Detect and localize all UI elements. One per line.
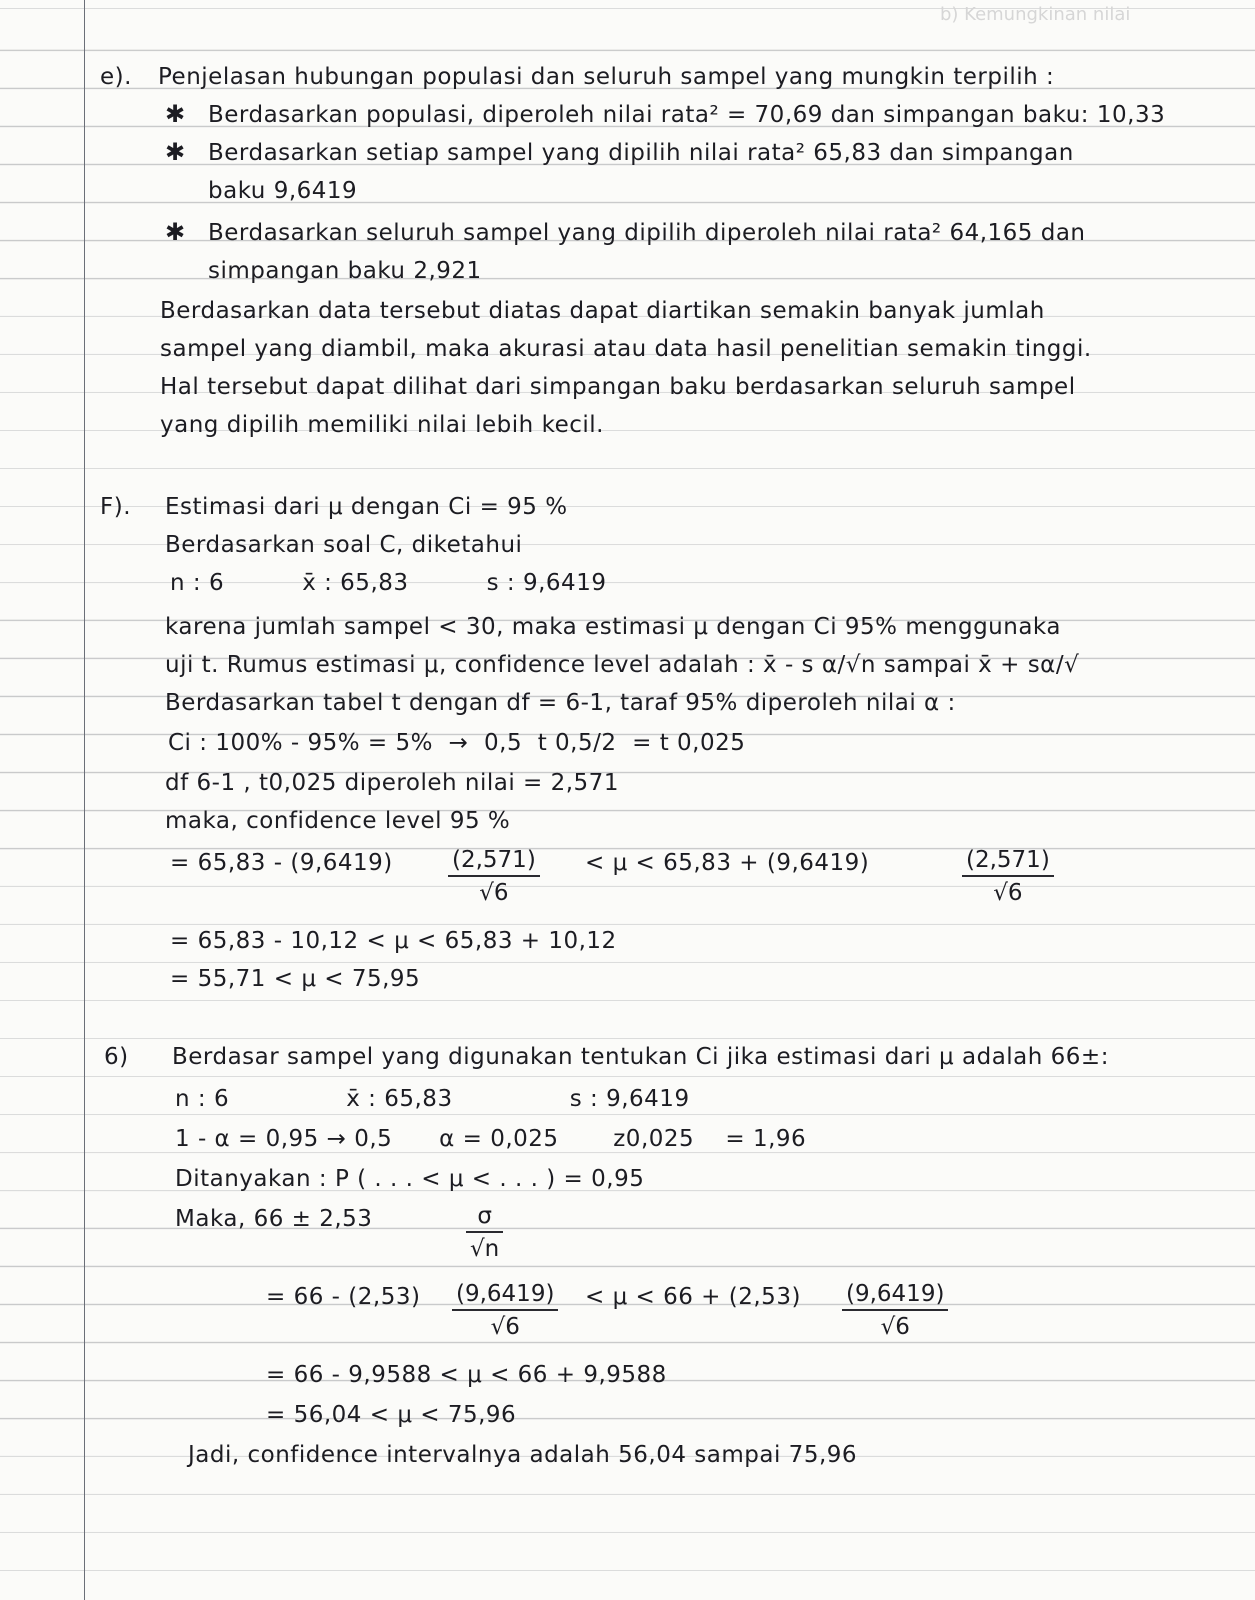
section-g-line: 1 - α = 0,95 → 0,5 α = 0,025 z0,025 = 1,96	[175, 1126, 807, 1152]
section-f-line: Estimasi dari μ dengan Ci = 95 %	[165, 494, 568, 520]
section-f-line: df 6-1 , t0,025 diperoleh nilai = 2,571	[165, 770, 619, 796]
section-g-equation-1-mid: < μ < 66 + (2,53)	[585, 1284, 801, 1310]
fraction-bar	[466, 1231, 503, 1233]
fraction-denominator: √n	[470, 1236, 500, 1262]
section-g-line: Ditanyakan : P ( . . . < μ < . . . ) = 0,95	[175, 1166, 645, 1192]
section-f-line: Ci : 100% - 95% = 5% → 0,5 t 0,5/2 = t 0,025	[168, 730, 746, 756]
section-e-bullet-2: Berdasarkan setiap sampel yang dipilih nilai rata² 65,83 dan simpangan	[208, 140, 1074, 166]
section-e-bullet-3-cont: simpangan baku 2,921	[208, 258, 482, 284]
asterisk-icon: ✱	[165, 100, 186, 128]
section-e-paragraph-line: yang dipilih memiliki nilai lebih kecil.	[160, 412, 604, 438]
section-e-label: e).	[100, 64, 132, 90]
section-f-equation-2: = 65,83 - 10,12 < μ < 65,83 + 10,12	[170, 928, 617, 954]
fraction-numerator: (9,6419)	[456, 1281, 555, 1307]
section-g-equation-3: = 56,04 < μ < 75,96	[266, 1402, 517, 1428]
section-f-equation-3: = 55,71 < μ < 75,95	[170, 966, 421, 992]
section-e-title: Penjelasan hubungan populasi dan seluruh sampel yang mungkin terpilih :	[158, 64, 1055, 90]
section-f-equation-1-left: = 65,83 - (9,6419)	[170, 850, 393, 876]
fraction-denominator: √6	[880, 1314, 910, 1340]
section-g-equation-2: = 66 - 9,9588 < μ < 66 + 9,9588	[266, 1362, 667, 1388]
section-e-paragraph-line: Hal tersebut dapat dilihat dari simpangan baku berdasarkan seluruh sampel	[160, 374, 1076, 400]
fraction-bar	[962, 875, 1054, 877]
fraction-numerator: σ	[477, 1203, 492, 1229]
asterisk-icon: ✱	[165, 138, 186, 166]
section-e-bullet-1: Berdasarkan populasi, diperoleh nilai rata² = 70,69 dan simpangan baku: 10,33	[208, 102, 1166, 128]
section-f-line: Berdasarkan soal C, diketahui	[165, 532, 523, 558]
section-f-equation-1-mid: < μ < 65,83 + (9,6419)	[585, 850, 870, 876]
sigma-over-root-n-fraction	[466, 1202, 503, 1263]
section-e-paragraph-line: Berdasarkan data tersebut diatas dapat diartikan semakin banyak jumlah	[160, 298, 1045, 324]
section-f-label: F).	[100, 494, 132, 520]
fraction-bar	[452, 1309, 558, 1311]
section-g-fraction	[452, 1280, 558, 1341]
section-f-line: karena jumlah sampel < 30, maka estimasi μ dengan Ci 95% menggunaka	[165, 614, 1061, 640]
section-f-fraction	[448, 846, 540, 907]
fraction-numerator: (9,6419)	[846, 1281, 945, 1307]
section-e-bullet-3: Berdasarkan seluruh sampel yang dipilih diperoleh nilai rata² 64,165 dan	[208, 220, 1086, 246]
section-f-line: maka, confidence level 95 %	[165, 808, 511, 834]
section-e-paragraph-line: sampel yang diambil, maka akurasi atau data hasil penelitian semakin tinggi.	[160, 336, 1092, 362]
section-f-line: uji t. Rumus estimasi μ, confidence level adalah : x̄ - s α/√n sampai x̄ + sα/√	[165, 652, 1080, 678]
fraction-denominator: √6	[993, 880, 1023, 906]
fraction-denominator: √6	[490, 1314, 520, 1340]
section-f-fraction	[962, 846, 1054, 907]
fraction-numerator: (2,571)	[966, 847, 1050, 873]
margin-line	[84, 0, 85, 1600]
bleed-through-text: b) Kemungkinan nilai	[940, 4, 1131, 25]
asterisk-icon: ✱	[165, 218, 186, 246]
section-e-bullet-2-cont: baku 9,6419	[208, 178, 358, 204]
fraction-denominator: √6	[479, 880, 509, 906]
section-f-line: Berdasarkan tabel t dengan df = 6-1, taraf 95% diperoleh nilai α :	[165, 690, 956, 716]
section-g-line: n : 6 x̄ : 65,83 s : 9,6419	[175, 1086, 690, 1112]
section-g-fraction	[842, 1280, 948, 1341]
section-g-equation-1-left: = 66 - (2,53)	[266, 1284, 421, 1310]
fraction-bar	[842, 1309, 948, 1311]
section-g-line: Maka, 66 ± 2,53	[175, 1206, 373, 1232]
section-f-line: n : 6 x̄ : 65,83 s : 9,6419	[170, 570, 607, 596]
section-g-line: Berdasar sampel yang digunakan tentukan Ci jika estimasi dari μ adalah 66±:	[172, 1044, 1109, 1070]
fraction-numerator: (2,571)	[452, 847, 536, 873]
section-g-label: 6)	[104, 1044, 129, 1070]
fraction-bar	[448, 875, 540, 877]
section-g-conclusion: Jadi, confidence intervalnya adalah 56,04 sampai 75,96	[188, 1442, 858, 1468]
